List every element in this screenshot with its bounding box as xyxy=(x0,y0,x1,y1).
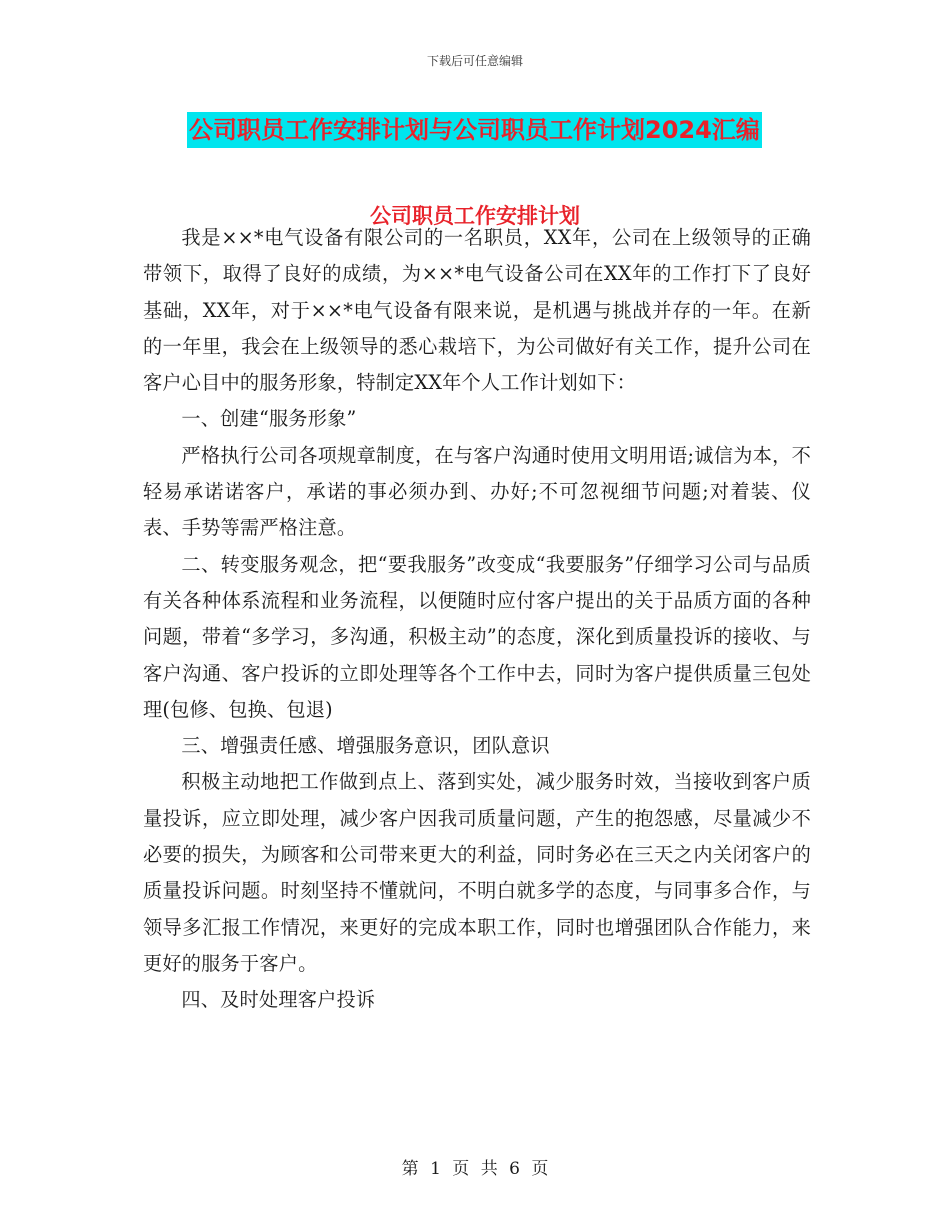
heading-1: 一、创建“服务形象” xyxy=(181,407,357,431)
section-title: 公司职员工作安排计划 xyxy=(370,204,580,228)
heading-4: 四、及时处理客户投诉 xyxy=(181,988,376,1012)
page-number: 第 1 页 共 6 页 xyxy=(401,1159,549,1179)
document-title: 公司职员工作安排计划与公司职员工作计划2024汇编 xyxy=(187,112,762,148)
header-note: 下载后可任意编辑 xyxy=(426,54,523,68)
paragraph-intro: 我是××*电气设备有限公司的一名职员，XX年，公司在上级领导的正确带领下，取得了良好的成绩，为××*电气设备公司在XX年的工作打下了良好基础，XX年，对于××*电气设备有限来说，是机遇与挑战并存的一年。在新的一年里，我会在上级领导的悉心栽培下，为公司做好有关工作，提升公司在客户心目中的服务形象，特制定XX年个人工作计划如下： xyxy=(143,226,811,395)
heading-3: 三、增强责任感、增强服务意识，团队意识 xyxy=(181,734,550,758)
paragraph-1: 严格执行公司各项规章制度，在与客户沟通时使用文明用语;诚信为本，不轻易承诺诺客户，承诺的事必须办到、办好;不可忽视细节问题;对着装、仪表、手势等需严格注意。 xyxy=(143,443,811,540)
paragraph-3: 积极主动地把工作做到点上、落到实处，减少服务时效，当接收到客户质量投诉，应立即处理，减少客户因我司质量问题，产生的抱怨感，尽量减少不必要的损失，为顾客和公司带来更大的利益，同时务必在三天之内关闭客户的质量投诉问题。时刻坚持不懂就问，不明白就多学的态度，与同事多合作，与领导多汇报工作情况，来更好的完成本职工作，同时也增强团队合作能力，来更好的服务于客户。 xyxy=(143,770,811,975)
document-body xyxy=(143,220,811,1019)
paragraph-2: 二、转变服务观念，把“要我服务”改变成“我要服务”仔细学习公司与品质有关各种体系流程和业务流程，以便随时应付客户提出的关于品质方面的各种问题，带着“多学习，多沟通，积极主动”的态度，深化到质量投诉的接收、与客户沟通、客户投诉的立即处理等各个工作中去，同时为客户提供质量三包处理(包修、包换、包退) xyxy=(143,552,811,721)
